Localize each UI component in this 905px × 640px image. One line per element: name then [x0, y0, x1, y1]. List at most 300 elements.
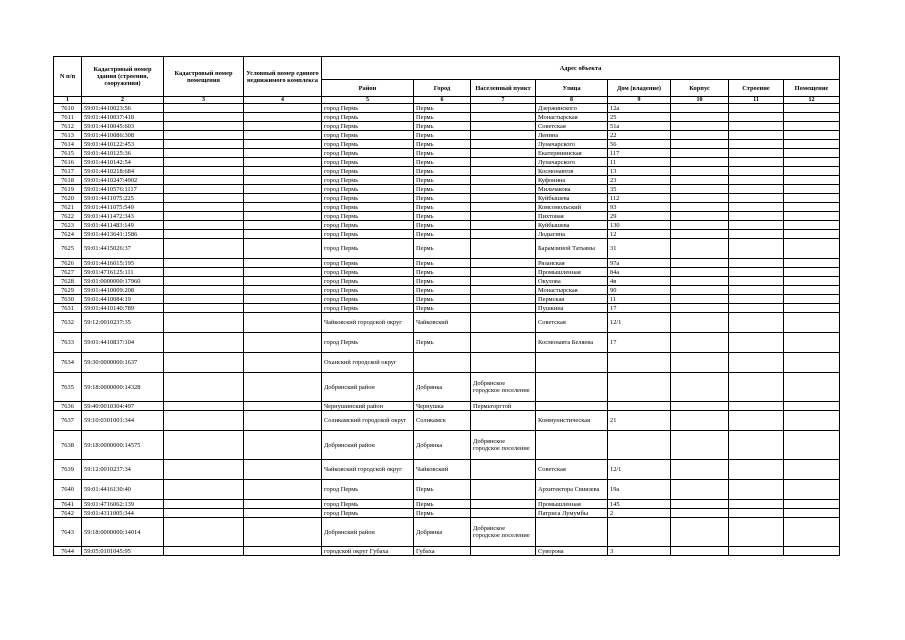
room-cell: [784, 402, 840, 411]
building-cell: [729, 304, 784, 313]
cad-room-cell: [164, 221, 244, 230]
cad-room-cell: [164, 212, 244, 221]
street-cell: Комсомольский: [536, 203, 608, 212]
district-cell: город Пермь: [322, 221, 414, 230]
city-cell: Соликамск: [414, 411, 471, 431]
room-cell: [784, 259, 840, 268]
street-cell: [536, 402, 608, 411]
city-cell: Пермь: [414, 194, 471, 203]
table-row: [54, 500, 840, 509]
block-cell: [671, 104, 729, 113]
building-cell: [729, 402, 784, 411]
block-cell: [671, 431, 729, 460]
settlement-cell: [471, 480, 536, 500]
cond-complex-cell: [244, 176, 322, 185]
row-number: 7621: [54, 203, 82, 212]
block-cell: [671, 402, 729, 411]
cond-complex-cell: [244, 203, 322, 212]
building-cell: [729, 500, 784, 509]
district-cell: город Пермь: [322, 268, 414, 277]
room-cell: [784, 373, 840, 402]
building-cell: [729, 373, 784, 402]
row-number: 7617: [54, 167, 82, 176]
cadastral-number: 59:01:4410218:684: [82, 167, 164, 176]
settlement-cell: [471, 212, 536, 221]
house-cell: 22: [608, 131, 671, 140]
room-cell: [784, 353, 840, 373]
street-cell: Суворова: [536, 547, 608, 556]
city-cell: Пермь: [414, 509, 471, 518]
district-cell: город Пермь: [322, 500, 414, 509]
row-number: 7611: [54, 113, 82, 122]
table-row: [54, 203, 840, 212]
cadastral-number: 59:01:4415026:37: [82, 239, 164, 259]
settlement-cell: [471, 353, 536, 373]
settlement-cell: [471, 411, 536, 431]
city-cell: Пермь: [414, 268, 471, 277]
house-cell: 97а: [608, 259, 671, 268]
district-cell: город Пермь: [322, 295, 414, 304]
building-cell: [729, 149, 784, 158]
cond-complex-cell: [244, 113, 322, 122]
house-cell: 90: [608, 286, 671, 295]
cad-room-cell: [164, 259, 244, 268]
block-cell: [671, 203, 729, 212]
street-cell: Пермская: [536, 295, 608, 304]
cad-room-cell: [164, 547, 244, 556]
house-cell: 13: [608, 167, 671, 176]
row-number: 7634: [54, 353, 82, 373]
settlement-cell: [471, 295, 536, 304]
district-cell: Добрянский район: [322, 518, 414, 547]
room-cell: [784, 333, 840, 353]
table-row: [54, 277, 840, 286]
street-cell: Советская: [536, 460, 608, 480]
cadastral-number: 59:01:4410122:453: [82, 140, 164, 149]
table-row: [54, 158, 840, 167]
cad-room-cell: [164, 268, 244, 277]
cad-room-cell: [164, 176, 244, 185]
city-cell: Пермь: [414, 158, 471, 167]
street-cell: Коммунистическая: [536, 411, 608, 431]
table-row: [54, 268, 840, 277]
street-cell: Советская: [536, 313, 608, 333]
row-number: 7627: [54, 268, 82, 277]
street-cell: Мильчакова: [536, 185, 608, 194]
col-number: 1: [54, 97, 82, 104]
cad-room-cell: [164, 518, 244, 547]
header-address: Адрес объекта: [322, 57, 840, 80]
table-row: [54, 212, 840, 221]
cond-complex-cell: [244, 194, 322, 203]
block-cell: [671, 295, 729, 304]
block-cell: [671, 167, 729, 176]
table-body: [54, 104, 840, 556]
city-cell: Губаха: [414, 547, 471, 556]
table-row: [54, 518, 840, 547]
block-cell: [671, 509, 729, 518]
table-row: [54, 431, 840, 460]
room-cell: [784, 113, 840, 122]
row-number: 7613: [54, 131, 82, 140]
cadastral-number: 59:01:4410142:54: [82, 158, 164, 167]
block-cell: [671, 194, 729, 203]
cond-complex-cell: [244, 373, 322, 402]
cadastral-number: 59:01:4410576:1117: [82, 185, 164, 194]
header-block: Корпус: [671, 80, 729, 97]
district-cell: город Пермь: [322, 277, 414, 286]
table-row: [54, 122, 840, 131]
district-cell: город Пермь: [322, 149, 414, 158]
house-cell: [608, 353, 671, 373]
col-number: 8: [536, 97, 608, 104]
district-cell: город Пермь: [322, 176, 414, 185]
cadastral-number: 59:01:4416015:195: [82, 259, 164, 268]
row-number: 7626: [54, 259, 82, 268]
cond-complex-cell: [244, 547, 322, 556]
header-house: Дом (владение): [608, 80, 671, 97]
city-cell: Чернушка: [414, 402, 471, 411]
district-cell: город Пермь: [322, 194, 414, 203]
table-row: [54, 460, 840, 480]
col-number: 7: [471, 97, 536, 104]
room-cell: [784, 239, 840, 259]
street-cell: Куфонина: [536, 176, 608, 185]
cadastral-number: 59:01:4410023:56: [82, 104, 164, 113]
cond-complex-cell: [244, 460, 322, 480]
cad-room-cell: [164, 333, 244, 353]
block-cell: [671, 131, 729, 140]
block-cell: [671, 122, 729, 131]
room-cell: [784, 149, 840, 158]
settlement-cell: [471, 140, 536, 149]
header-district: Район: [322, 80, 414, 97]
building-cell: [729, 313, 784, 333]
cad-room-cell: [164, 131, 244, 140]
room-cell: [784, 277, 840, 286]
row-number: 7612: [54, 122, 82, 131]
building-cell: [729, 203, 784, 212]
row-number: 7631: [54, 304, 82, 313]
header-building: Строение: [729, 80, 784, 97]
cad-room-cell: [164, 185, 244, 194]
building-cell: [729, 353, 784, 373]
col-number: 9: [608, 97, 671, 104]
block-cell: [671, 460, 729, 480]
district-cell: город Пермь: [322, 113, 414, 122]
cad-room-cell: [164, 239, 244, 259]
city-cell: Добрянка: [414, 518, 471, 547]
cadastral-number: 59:01:4311005:344: [82, 509, 164, 518]
building-cell: [729, 176, 784, 185]
city-cell: Пермь: [414, 131, 471, 140]
cond-complex-cell: [244, 411, 322, 431]
cad-room-cell: [164, 313, 244, 333]
city-cell: Чайковский: [414, 460, 471, 480]
row-number: 7640: [54, 480, 82, 500]
room-cell: [784, 295, 840, 304]
block-cell: [671, 353, 729, 373]
room-cell: [784, 460, 840, 480]
cond-complex-cell: [244, 239, 322, 259]
building-cell: [729, 268, 784, 277]
city-cell: [414, 353, 471, 373]
cond-complex-cell: [244, 402, 322, 411]
block-cell: [671, 547, 729, 556]
district-cell: город Пермь: [322, 304, 414, 313]
block-cell: [671, 113, 729, 122]
street-cell: Куйбышева: [536, 221, 608, 230]
district-cell: Оханский городской округ: [322, 353, 414, 373]
row-number: 7636: [54, 402, 82, 411]
city-cell: Пермь: [414, 295, 471, 304]
house-cell: 117: [608, 149, 671, 158]
cadastral-number: 59:01:4410837:104: [82, 333, 164, 353]
header-room: Помещение: [784, 80, 840, 97]
settlement-cell: [471, 547, 536, 556]
cad-room-cell: [164, 230, 244, 239]
cad-room-cell: [164, 431, 244, 460]
table-row: [54, 411, 840, 431]
city-cell: Пермь: [414, 277, 471, 286]
room-cell: [784, 500, 840, 509]
row-number: 7616: [54, 158, 82, 167]
street-cell: Космонавта Беляева: [536, 333, 608, 353]
street-cell: Лодыгина: [536, 230, 608, 239]
row-number: 7610: [54, 104, 82, 113]
building-cell: [729, 167, 784, 176]
district-cell: город Пермь: [322, 203, 414, 212]
table-row: [54, 221, 840, 230]
street-cell: [536, 353, 608, 373]
settlement-cell: [471, 203, 536, 212]
house-cell: [608, 402, 671, 411]
row-number: 7629: [54, 286, 82, 295]
cond-complex-cell: [244, 304, 322, 313]
cad-room-cell: [164, 149, 244, 158]
cadastral-number: 59:01:0000000:17960: [82, 277, 164, 286]
building-cell: [729, 547, 784, 556]
building-cell: [729, 140, 784, 149]
cadastral-number: 59:01:4413641:1586: [82, 230, 164, 239]
cadastral-number: 59:01:4411075:549: [82, 203, 164, 212]
cond-complex-cell: [244, 500, 322, 509]
settlement-cell: [471, 194, 536, 203]
row-number: 7638: [54, 431, 82, 460]
building-cell: [729, 104, 784, 113]
room-cell: [784, 140, 840, 149]
cadastral-number: 59:18:0000000:14014: [82, 518, 164, 547]
settlement-cell: Пермьторгтой: [471, 402, 536, 411]
city-cell: Пермь: [414, 259, 471, 268]
table-row: [54, 295, 840, 304]
cond-complex-cell: [244, 295, 322, 304]
cond-complex-cell: [244, 333, 322, 353]
street-cell: Промышленная: [536, 500, 608, 509]
city-cell: Пермь: [414, 203, 471, 212]
settlement-cell: Добрянское городское поселение: [471, 518, 536, 547]
street-cell: Пихтовая: [536, 212, 608, 221]
table-row: [54, 104, 840, 113]
settlement-cell: [471, 509, 536, 518]
row-number: 7639: [54, 460, 82, 480]
cond-complex-cell: [244, 268, 322, 277]
cond-complex-cell: [244, 212, 322, 221]
building-cell: [729, 194, 784, 203]
house-cell: 21: [608, 411, 671, 431]
house-cell: 19а: [608, 480, 671, 500]
room-cell: [784, 203, 840, 212]
room-cell: [784, 268, 840, 277]
city-cell: Пермь: [414, 500, 471, 509]
street-cell: Окулова: [536, 277, 608, 286]
cond-complex-cell: [244, 277, 322, 286]
header-num: N п/п: [54, 57, 82, 97]
table-row: [54, 113, 840, 122]
settlement-cell: [471, 500, 536, 509]
building-cell: [729, 113, 784, 122]
block-cell: [671, 230, 729, 239]
cond-complex-cell: [244, 353, 322, 373]
building-cell: [729, 122, 784, 131]
table-row: [54, 480, 840, 500]
table-row: [54, 313, 840, 333]
house-cell: 11: [608, 295, 671, 304]
cadastral-number: 59:01:4410247:4902: [82, 176, 164, 185]
district-cell: Соликамский городской округ: [322, 411, 414, 431]
district-cell: город Пермь: [322, 212, 414, 221]
street-cell: Промышленная: [536, 268, 608, 277]
cad-room-cell: [164, 194, 244, 203]
cadastral-number: 59:18:0000000:14575: [82, 431, 164, 460]
block-cell: [671, 373, 729, 402]
city-cell: Пермь: [414, 185, 471, 194]
settlement-cell: [471, 313, 536, 333]
block-cell: [671, 259, 729, 268]
row-number: 7630: [54, 295, 82, 304]
district-cell: город Пермь: [322, 480, 414, 500]
room-cell: [784, 104, 840, 113]
room-cell: [784, 509, 840, 518]
settlement-cell: [471, 122, 536, 131]
city-cell: Добрянка: [414, 431, 471, 460]
cond-complex-cell: [244, 431, 322, 460]
building-cell: [729, 460, 784, 480]
district-cell: город Пермь: [322, 230, 414, 239]
district-cell: Чернушинский район: [322, 402, 414, 411]
block-cell: [671, 185, 729, 194]
building-cell: [729, 509, 784, 518]
city-cell: Чайковский: [414, 313, 471, 333]
cad-room-cell: [164, 104, 244, 113]
col-number: 11: [729, 97, 784, 104]
house-cell: 93: [608, 203, 671, 212]
cadastral-number: 59:01:4716062:139: [82, 500, 164, 509]
district-cell: город Пермь: [322, 167, 414, 176]
table-row: [54, 333, 840, 353]
cond-complex-cell: [244, 509, 322, 518]
table-row: [54, 286, 840, 295]
block-cell: [671, 480, 729, 500]
settlement-cell: [471, 131, 536, 140]
table-row: [54, 149, 840, 158]
cad-room-cell: [164, 158, 244, 167]
cadastral-number: 59:10:0301001:344: [82, 411, 164, 431]
street-cell: Луначарского: [536, 140, 608, 149]
cond-complex-cell: [244, 167, 322, 176]
block-cell: [671, 176, 729, 185]
district-cell: город Пермь: [322, 140, 414, 149]
district-cell: город Пермь: [322, 259, 414, 268]
cad-room-cell: [164, 277, 244, 286]
city-cell: Добрянка: [414, 373, 471, 402]
street-cell: Куйбышева: [536, 194, 608, 203]
cond-complex-cell: [244, 185, 322, 194]
row-number: 7637: [54, 411, 82, 431]
cadastral-number: 59:01:4410140:789: [82, 304, 164, 313]
block-cell: [671, 500, 729, 509]
cadastral-number: 59:01:4411483:149: [82, 221, 164, 230]
street-cell: [536, 431, 608, 460]
street-cell: Луначарского: [536, 158, 608, 167]
header-cad-building: Кадастровый номер здания (строения, сооружения): [82, 57, 164, 97]
settlement-cell: [471, 460, 536, 480]
table-row: [54, 194, 840, 203]
street-cell: Монастырская: [536, 286, 608, 295]
city-cell: Пермь: [414, 167, 471, 176]
cadastral-number: 59:01:4416130:40: [82, 480, 164, 500]
room-cell: [784, 286, 840, 295]
cond-complex-cell: [244, 518, 322, 547]
district-cell: город Пермь: [322, 509, 414, 518]
district-cell: город Пермь: [322, 158, 414, 167]
block-cell: [671, 140, 729, 149]
house-cell: 12: [608, 230, 671, 239]
cadastral-number: 59:30:0000000:1637: [82, 353, 164, 373]
row-number: 7633: [54, 333, 82, 353]
cad-room-cell: [164, 402, 244, 411]
room-cell: [784, 411, 840, 431]
cond-complex-cell: [244, 230, 322, 239]
district-cell: Добрянский район: [322, 373, 414, 402]
row-number: 7624: [54, 230, 82, 239]
cad-room-cell: [164, 203, 244, 212]
cad-room-cell: [164, 480, 244, 500]
house-cell: [608, 518, 671, 547]
house-cell: 4в: [608, 277, 671, 286]
building-cell: [729, 158, 784, 167]
room-cell: [784, 518, 840, 547]
settlement-cell: [471, 286, 536, 295]
district-cell: город Пермь: [322, 185, 414, 194]
room-cell: [784, 185, 840, 194]
house-cell: 51а: [608, 122, 671, 131]
settlement-cell: [471, 185, 536, 194]
cond-complex-cell: [244, 122, 322, 131]
block-cell: [671, 304, 729, 313]
city-cell: Пермь: [414, 286, 471, 295]
street-cell: Ленина: [536, 131, 608, 140]
block-cell: [671, 411, 729, 431]
room-cell: [784, 194, 840, 203]
cond-complex-cell: [244, 286, 322, 295]
room-cell: [784, 304, 840, 313]
district-cell: городской округ Губаха: [322, 547, 414, 556]
building-cell: [729, 212, 784, 221]
row-number: 7643: [54, 518, 82, 547]
cad-room-cell: [164, 140, 244, 149]
street-cell: [536, 373, 608, 402]
